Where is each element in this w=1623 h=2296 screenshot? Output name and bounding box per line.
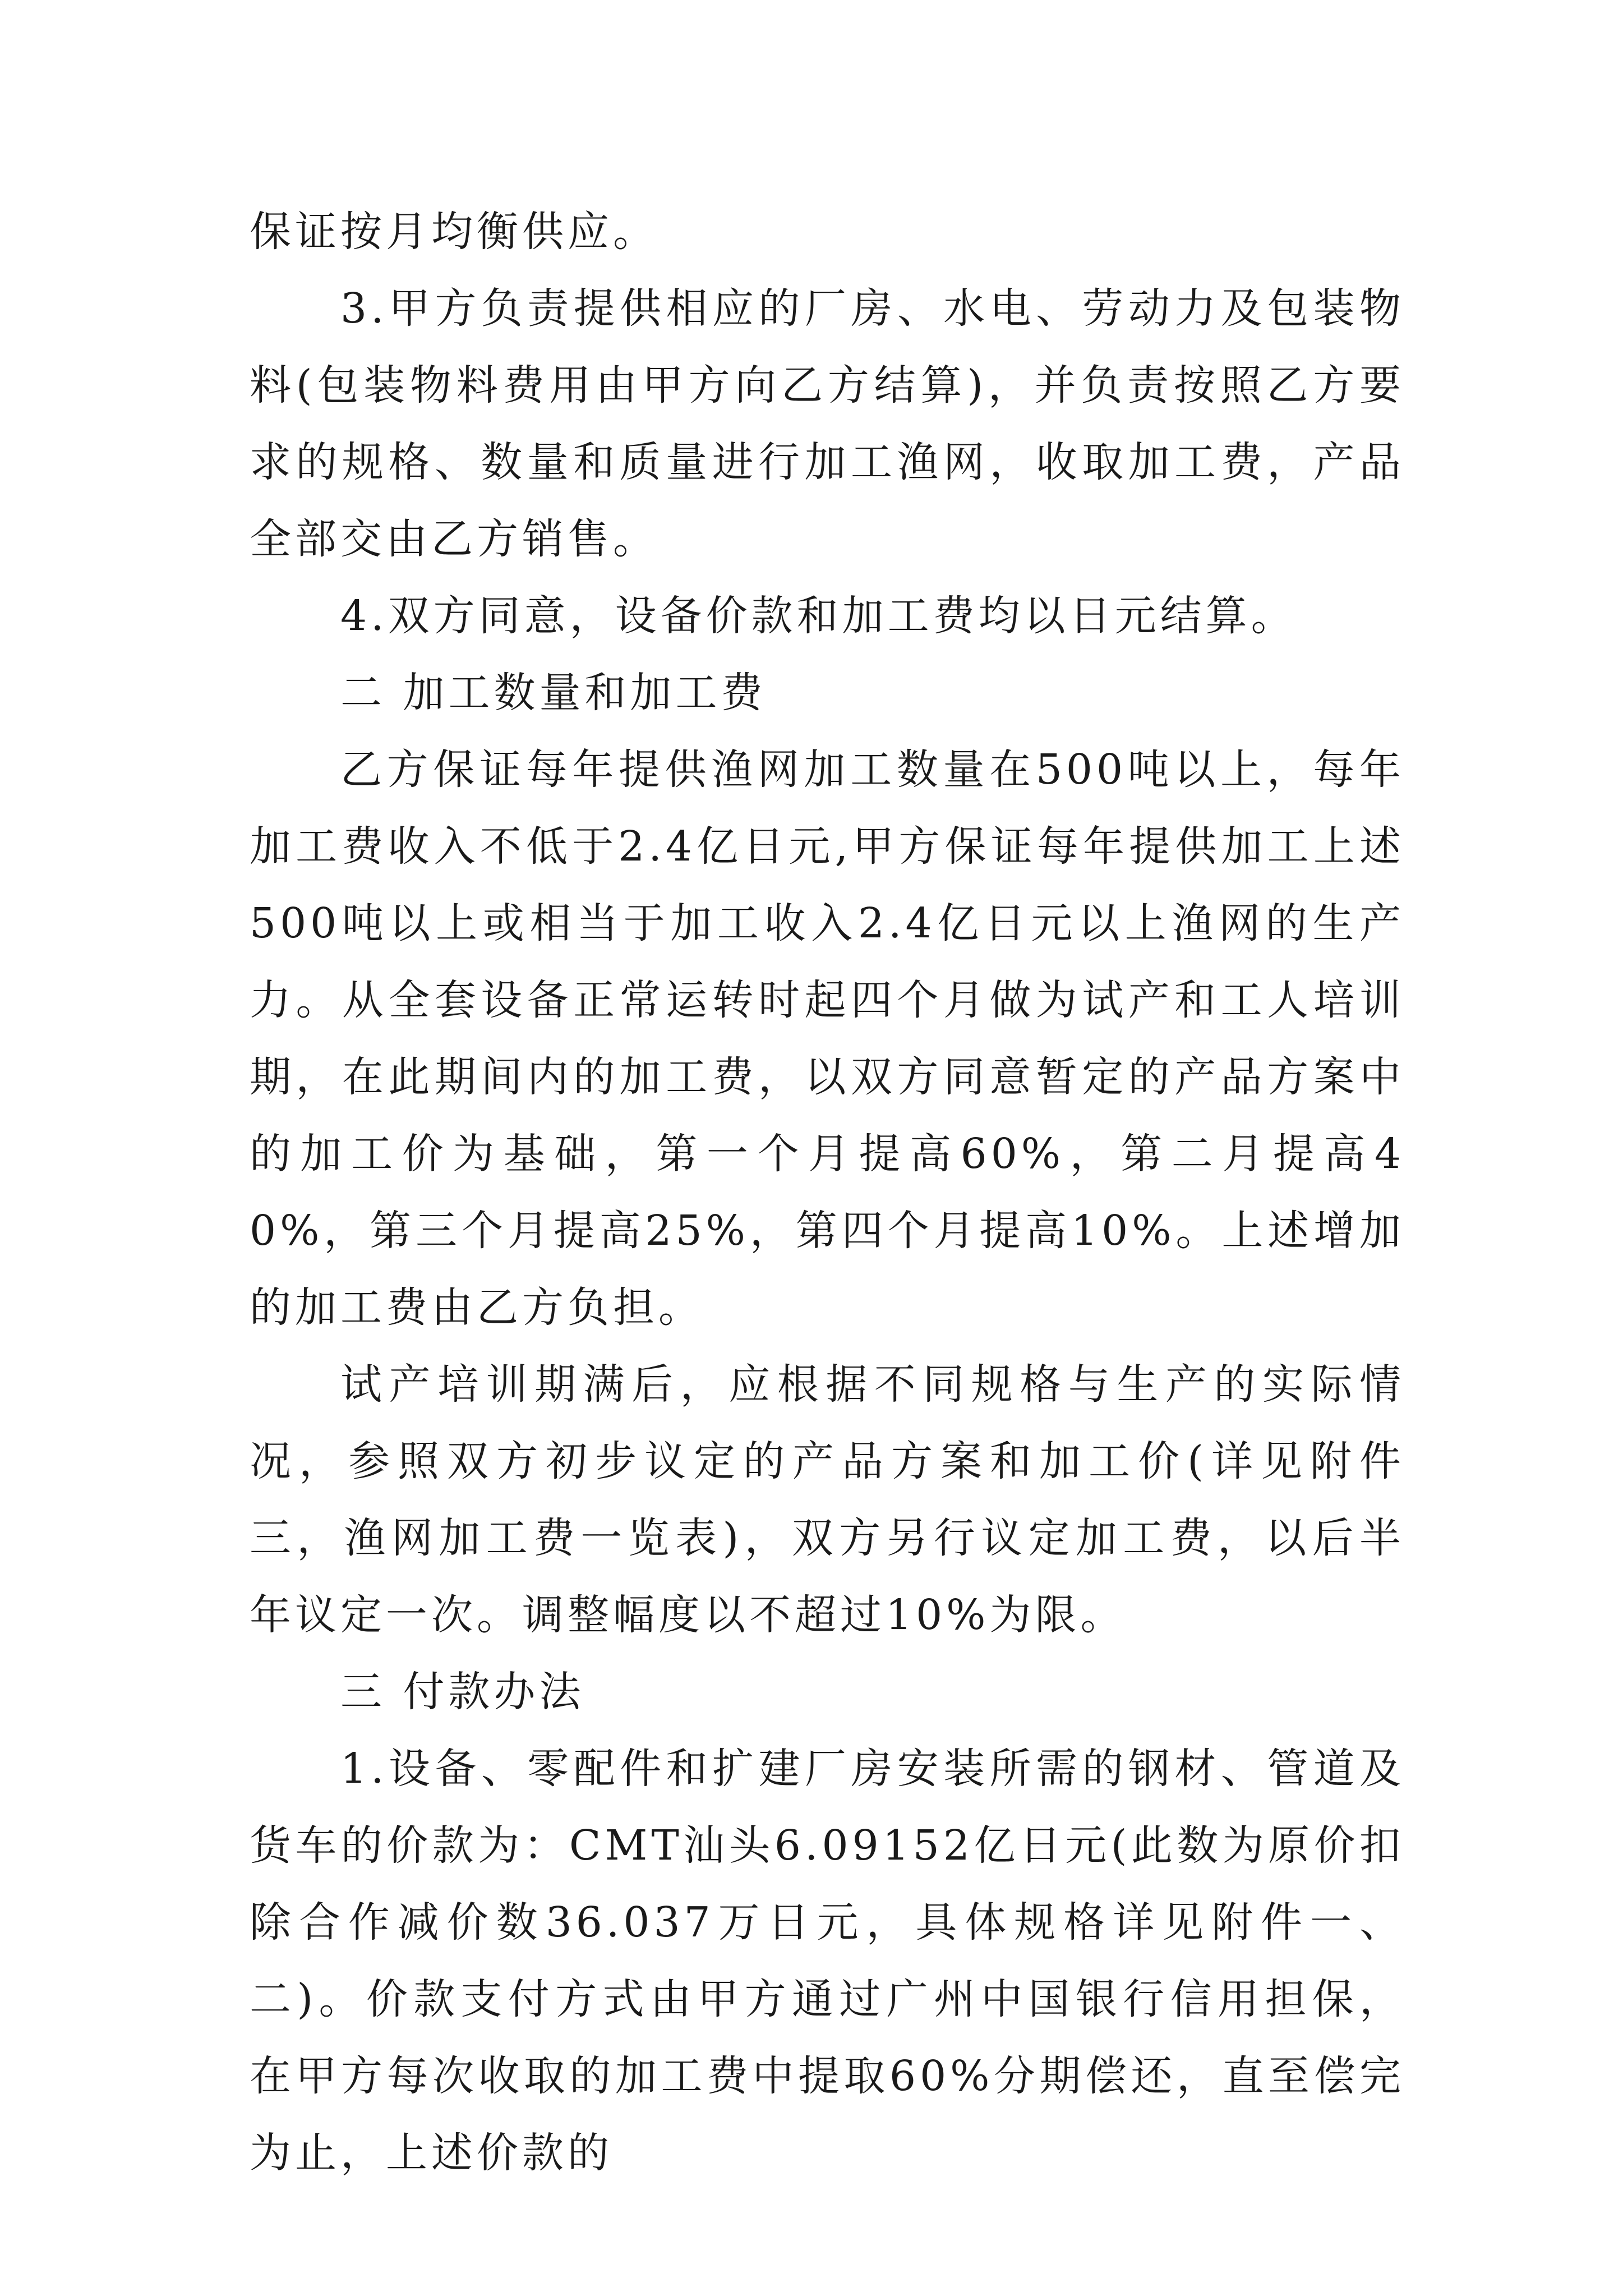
paragraph-processing-quantity: 乙方保证每年提供渔网加工数量在500吨以上，每年加工费收入不低于2.4亿日元,甲方保证每年提供加工上述500吨以上或相当于加工收入2.4亿日元以上渔网的生产力。从全套设备正常运转时起四个月做为试产和工人培训期，在此期间内的加工费，以双方同意暂定的产品方案中的加工价为基础，第一个月提高60%，第二月提高40%，第三个月提高25%，第四个月提高10%。上述增加的加工费由乙方负担。 [250, 746, 1405, 1332]
section-heading-3: 三 付款办法 [340, 1668, 585, 1716]
paragraph-trial-period: 试产培训期满后，应根据不同规格与生产的实际情况，参照双方初步议定的产品方案和加工价(详见附件三，渔网加工费一览表)，双方另行议定加工费，以后半年议定一次。调整幅度以不超过10%为限。 [250, 1360, 1405, 1639]
document-body [250, 194, 1405, 2192]
paragraph-clause-3: 3.甲方负责提供相应的厂房、水电、劳动力及包装物料(包装物料费用由甲方向乙方结算)，并负责按照乙方要求的规格、数量和质量进行加工渔网，收取加工费，产品全部交由乙方销售。 [250, 284, 1405, 563]
paragraph-supply-clause-end: 保证按月均衡供应。 [250, 208, 658, 256]
paragraph-payment-clause-1: 1.设备、零配件和扩建厂房安装所需的钢材、管道及货车的价款为：CMT汕头6.09152亿日元(此数为原价扣除合作减价数36.037万日元，具体规格详见附件一、二)。价款支付方式由甲方通过广州中国银行信用担保，在甲方每次收取的加工费中提取60%分期偿还，直至偿完为止，上述价款的 [250, 1745, 1405, 2177]
section-heading-2: 二 加工数量和加工费 [340, 669, 767, 717]
paragraph-clause-4: 4.双方同意，设备价款和加工费均以日元结算。 [340, 592, 1297, 640]
